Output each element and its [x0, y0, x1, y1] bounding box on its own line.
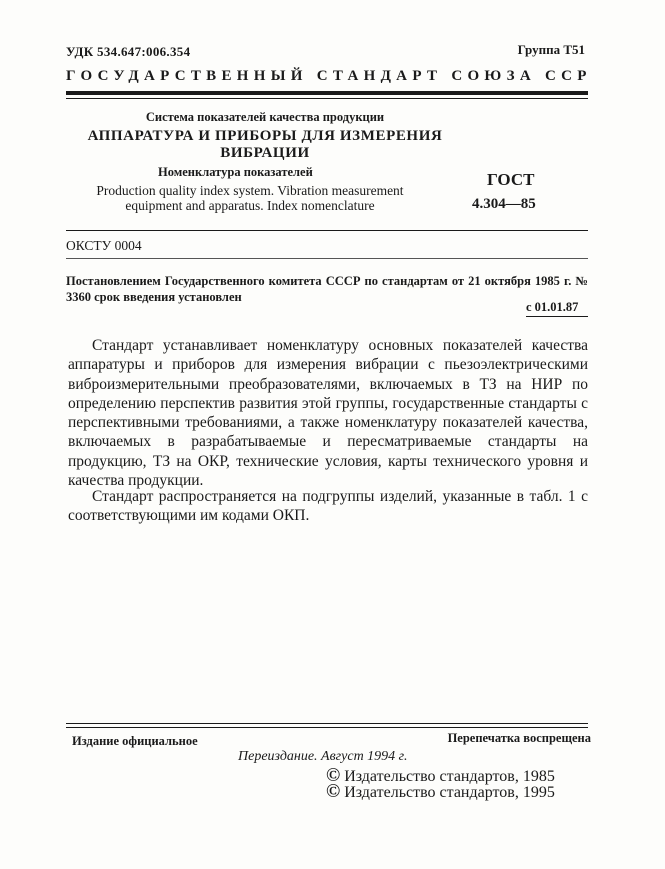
footer-rule-2: [66, 727, 588, 728]
okstu-divider: [66, 258, 588, 259]
group-code: Группа Т51: [517, 42, 585, 57]
footer-rule: [66, 723, 588, 724]
state-standard-banner: ГОСУДАРСТВЕННЫЙ СТАНДАРТ СОЮЗА ССР: [66, 68, 592, 84]
header-thick-rule: [66, 91, 588, 95]
title-divider: [66, 230, 588, 231]
copyright-1985-text: Издательство стандартов, 1985: [344, 768, 555, 785]
copyright-1995-text: Издательство стандартов, 1995: [344, 784, 555, 801]
copyright-icon: ©: [326, 781, 341, 802]
body-paragraph-2: Стандарт распространяется на подгруппы изделий, указанные в табл. 1 с соответствующими им кодами ОКП.: [68, 488, 588, 525]
body-paragraph-1: Стандарт устанавливает номенклатуру основных показателей качества аппаратуры и приборов для измерения вибрации с пьезоэлектрическими виброизмерительными преобразователями, включаемых в ТЗ на НИР по определению перспектив развития этой группы, государственные стандарты с перспективными требованиями, а также номенклатуру показателей качества, включаемых в разрабатываемые и пересматриваемые стандарты на продукцию, ТЗ на ОКР, технические условия, карты технического уровня и качества продукции.: [68, 337, 588, 490]
official-edition-label: Издание официальное: [72, 734, 198, 748]
gost-number: 4.304—85: [472, 196, 536, 212]
copyright-icon: ©: [326, 765, 341, 786]
effective-date-underline: [526, 316, 588, 317]
standard-subtitle: Номенклатура показателей: [158, 165, 313, 179]
reissue-note: Переиздание. Август 1994 г.: [238, 749, 408, 764]
reprint-forbidden-label: Перепечатка воспрещена: [447, 731, 591, 745]
english-title: Production quality index system. Vibration measurement equipment and apparatus. Index nomenclature: [96, 183, 404, 213]
gost-label: ГОСТ: [487, 170, 535, 189]
header-thin-rule: [66, 98, 588, 99]
standard-title: АППАРАТУРА И ПРИБОРЫ ДЛЯ ИЗМЕРЕНИЯ ВИБРАЦИИ: [87, 128, 443, 161]
decree-text: Постановлением Государственного комитета СССР по стандартам от 21 октября 1985 г. № 3360 срок введения установлен: [66, 274, 588, 304]
copyright-1995: [326, 781, 555, 803]
okstu-code: ОКСТУ 0004: [66, 238, 142, 253]
effective-date: с 01.01.87: [526, 300, 579, 314]
udk-code: УДК 534.647:006.354: [66, 44, 191, 59]
system-name: Система показателей качества продукции: [145, 110, 385, 124]
